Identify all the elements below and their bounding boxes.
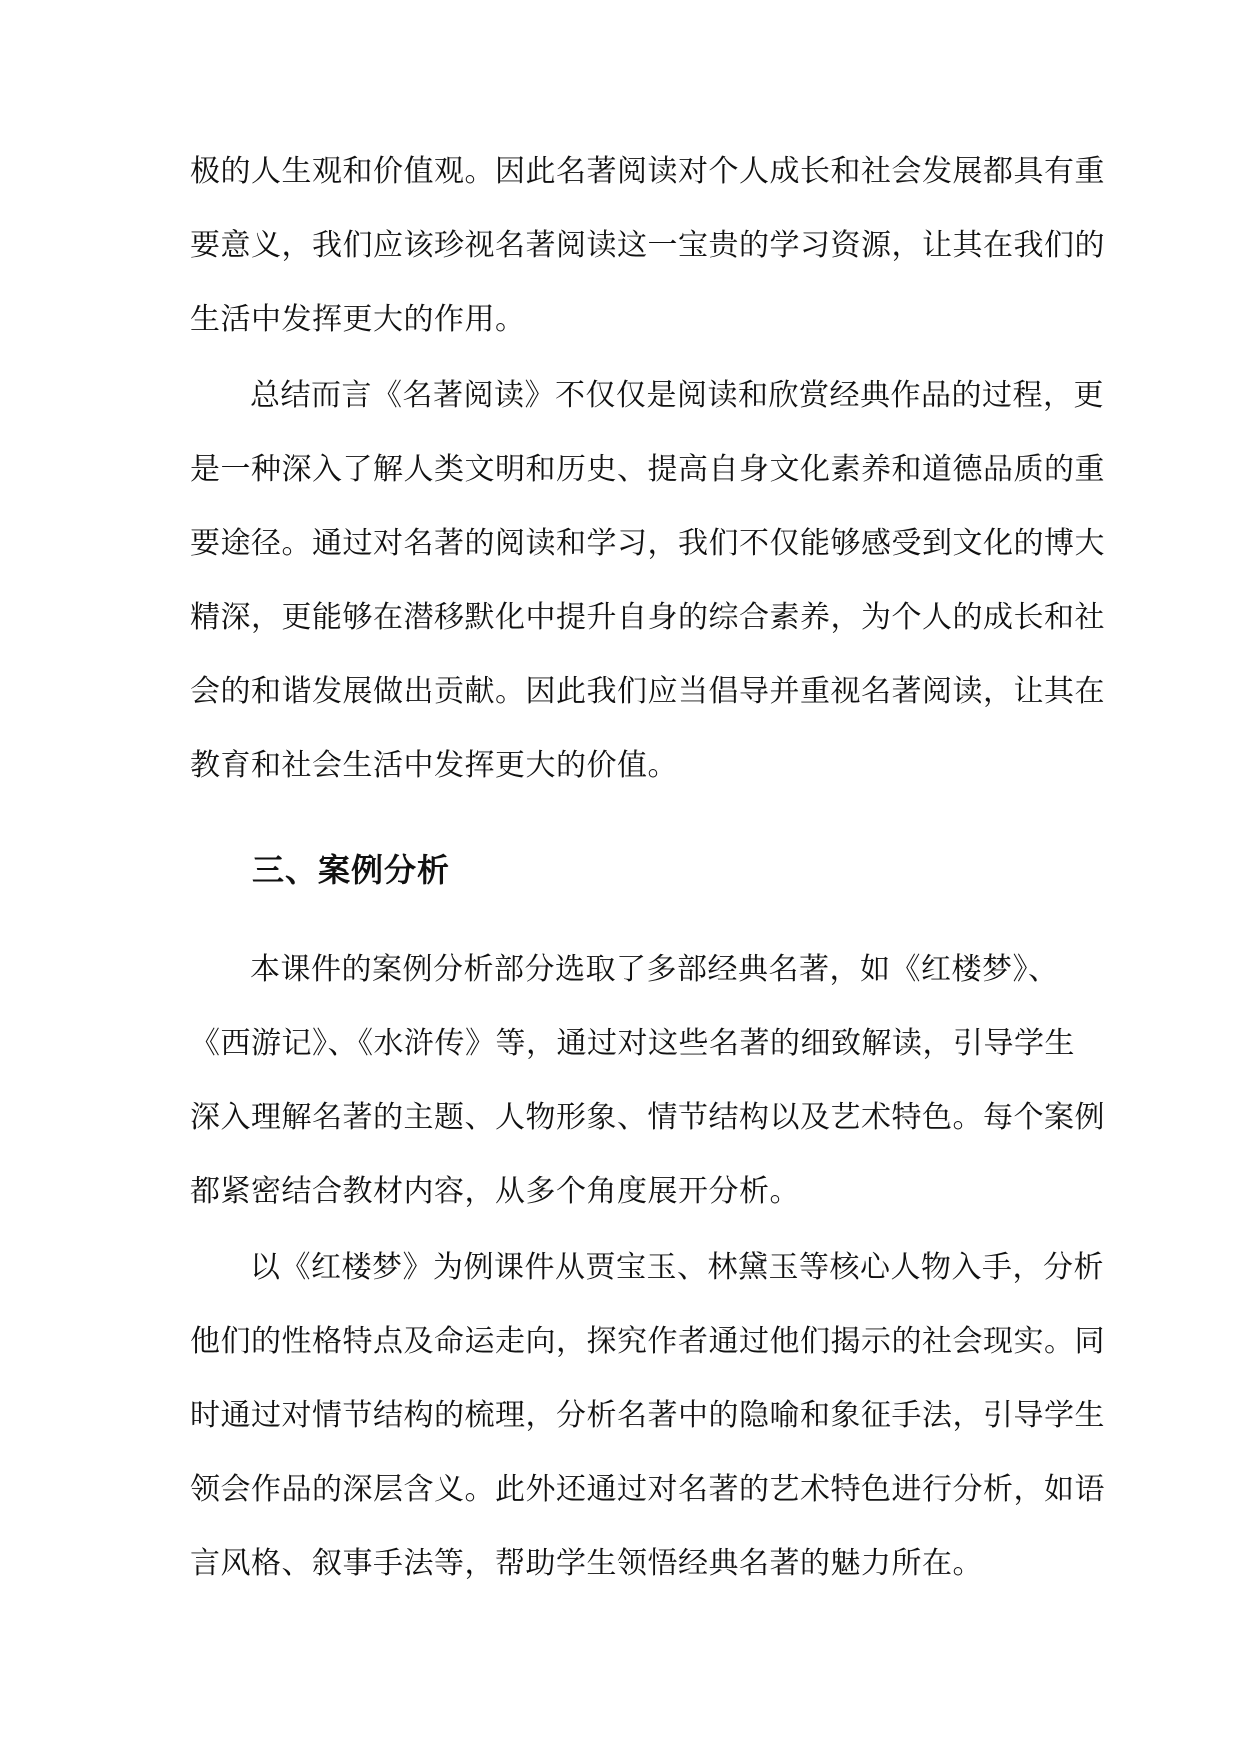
paragraph-3-line-4: 都紧密结合教材内容，从多个角度展开分析。 — [190, 1174, 800, 1209]
paragraph-2-line-5: 会的和谐发展做出贡献。因此我们应当倡导并重视名著阅读，让其在 — [190, 674, 1105, 709]
paragraph-1-line-1: 极的人生观和价值观。因此名著阅读对个人成长和社会发展都具有重 — [190, 154, 1105, 189]
paragraph-4-line-4: 领会作品的深层含义。此外还通过对名著的艺术特色进行分析，如语 — [190, 1472, 1105, 1507]
paragraph-3-line-3: 深入理解名著的主题、人物形象、情节结构以及艺术特色。每个案例 — [190, 1100, 1105, 1135]
paragraph-4-line-2: 他们的性格特点及命运走向，探究作者通过他们揭示的社会现实。同 — [190, 1324, 1105, 1359]
paragraph-4-line-1: 以《红楼梦》为例课件从贾宝玉、林黛玉等核心人物入手，分析 — [250, 1250, 1104, 1285]
paragraph-2-line-2: 是一种深入了解人类文明和历史、提高自身文化素养和道德品质的重 — [190, 452, 1105, 487]
paragraph-4-line-5: 言风格、叙事手法等，帮助学生领悟经典名著的魅力所在。 — [190, 1546, 983, 1581]
paragraph-1-line-3: 生活中发挥更大的作用。 — [190, 302, 526, 337]
paragraph-1-line-2: 要意义，我们应该珍视名著阅读这一宝贵的学习资源，让其在我们的 — [190, 228, 1105, 263]
paragraph-2-line-4: 精深，更能够在潜移默化中提升自身的综合素养，为个人的成长和社 — [190, 600, 1105, 635]
paragraph-3-line-2: 《西游记》、《水浒传》等，通过对这些名著的细致解读，引导学生 — [190, 1026, 1075, 1061]
paragraph-2-line-1: 总结而言《名著阅读》不仅仅是阅读和欣赏经典作品的过程，更 — [250, 378, 1104, 413]
paragraph-2-line-6: 教育和社会生活中发挥更大的价值。 — [190, 748, 678, 783]
paragraph-4-line-3: 时通过对情节结构的梳理，分析名著中的隐喻和象征手法，引导学生 — [190, 1398, 1105, 1433]
paragraph-2-line-3: 要途径。通过对名著的阅读和学习，我们不仅能够感受到文化的博大 — [190, 526, 1105, 561]
section-heading: 三、案例分析 — [252, 851, 451, 889]
paragraph-3-line-1: 本课件的案例分析部分选取了多部经典名著，如《红楼梦》、 — [250, 952, 1059, 987]
